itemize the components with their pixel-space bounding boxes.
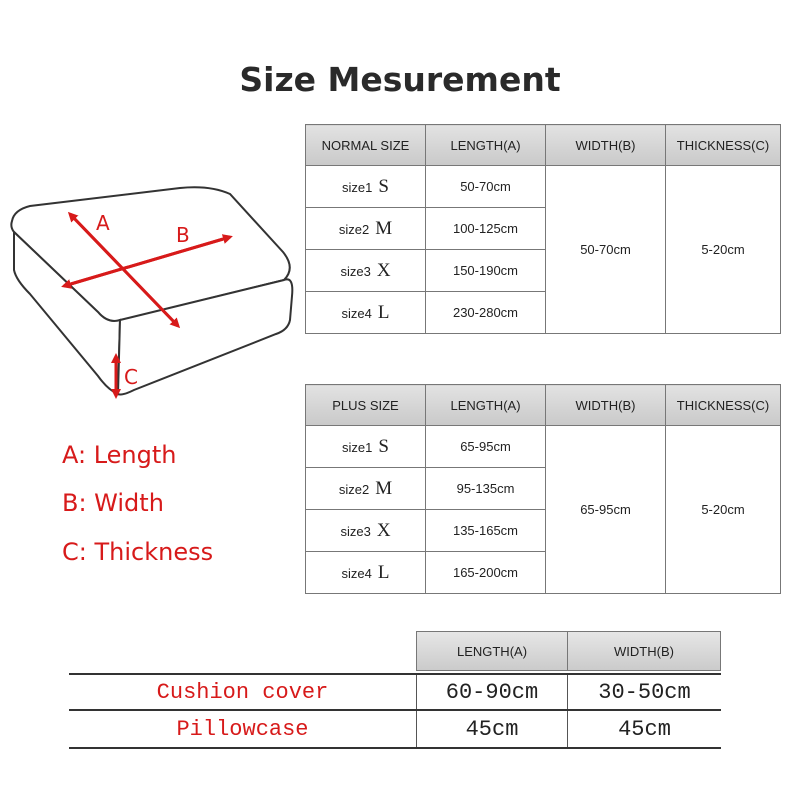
size-label: size4 [341, 565, 372, 581]
size-label: size2 [338, 221, 370, 237]
size-letter: S [378, 435, 389, 457]
table-header-row [306, 125, 781, 166]
bottom-header-length: LENGTH(A) [416, 631, 568, 671]
legend-width: B: Width [62, 489, 164, 517]
cushion-cover-label: Cushion cover [156, 679, 329, 705]
length-cell: 95-135cm [426, 468, 546, 510]
header-thickness: THICKNESS(C) [666, 125, 781, 166]
size-cell [306, 292, 426, 334]
size-letter: M [375, 217, 393, 239]
table-row [306, 166, 781, 208]
length-cell: 65-95cm [426, 426, 546, 468]
size-cell [306, 552, 426, 594]
size-letter: L [377, 561, 390, 583]
header-size: NORMAL SIZE [306, 125, 426, 166]
thickness-cell: 5-20cm [666, 166, 781, 334]
pillowcase-label: Pillowcase [176, 716, 309, 742]
size-cell [306, 166, 426, 208]
header-width: WIDTH(B) [546, 125, 666, 166]
size-letter: L [377, 301, 390, 323]
size-cell [306, 208, 426, 250]
cushion-diagram [0, 180, 305, 410]
pillowcase-width: 45cm [567, 711, 721, 747]
size-cell [306, 250, 426, 292]
size-letter: X [376, 259, 391, 281]
plus-size-table [305, 384, 781, 594]
size-letter: X [376, 519, 391, 541]
label-c: C [124, 365, 138, 389]
table-header-row [306, 385, 781, 426]
header-length: LENGTH(A) [426, 125, 546, 166]
label-a: A [96, 211, 110, 235]
cushion-cover-width: 30-50cm [567, 675, 721, 709]
size-cell [306, 510, 426, 552]
size-label: size4 [341, 305, 372, 321]
thickness-cell: 5-20cm [666, 426, 781, 594]
size-label: size1 [342, 179, 373, 195]
header-width: WIDTH(B) [546, 385, 666, 426]
size-letter: M [375, 477, 393, 499]
length-cell: 150-190cm [426, 250, 546, 292]
length-cell: 230-280cm [426, 292, 546, 334]
page-title: Size Mesurement [239, 60, 561, 99]
size-label: size3 [340, 263, 371, 279]
width-cell: 65-95cm [546, 426, 666, 594]
length-cell: 135-165cm [426, 510, 546, 552]
size-cell [306, 426, 426, 468]
cushion-cover-length: 60-90cm [416, 675, 567, 709]
size-label: size3 [340, 523, 371, 539]
legend-length: A: Length [62, 441, 177, 469]
label-b: B [176, 223, 190, 247]
bottom-header-width: WIDTH(B) [567, 631, 721, 671]
legend-thickness: C: Thickness [62, 538, 214, 566]
header-size: PLUS SIZE [306, 385, 426, 426]
table-row [306, 426, 781, 468]
size-label: size1 [342, 439, 373, 455]
header-thickness: THICKNESS(C) [666, 385, 781, 426]
table-row [69, 673, 721, 711]
width-cell: 50-70cm [546, 166, 666, 334]
header-length: LENGTH(A) [426, 385, 546, 426]
size-label: size2 [338, 481, 370, 497]
length-cell: 165-200cm [426, 552, 546, 594]
size-cell [306, 468, 426, 510]
length-cell: 100-125cm [426, 208, 546, 250]
table-row [69, 711, 721, 749]
size-letter: S [378, 175, 389, 197]
normal-size-table [305, 124, 781, 334]
length-cell: 50-70cm [426, 166, 546, 208]
pillowcase-length: 45cm [416, 711, 567, 747]
